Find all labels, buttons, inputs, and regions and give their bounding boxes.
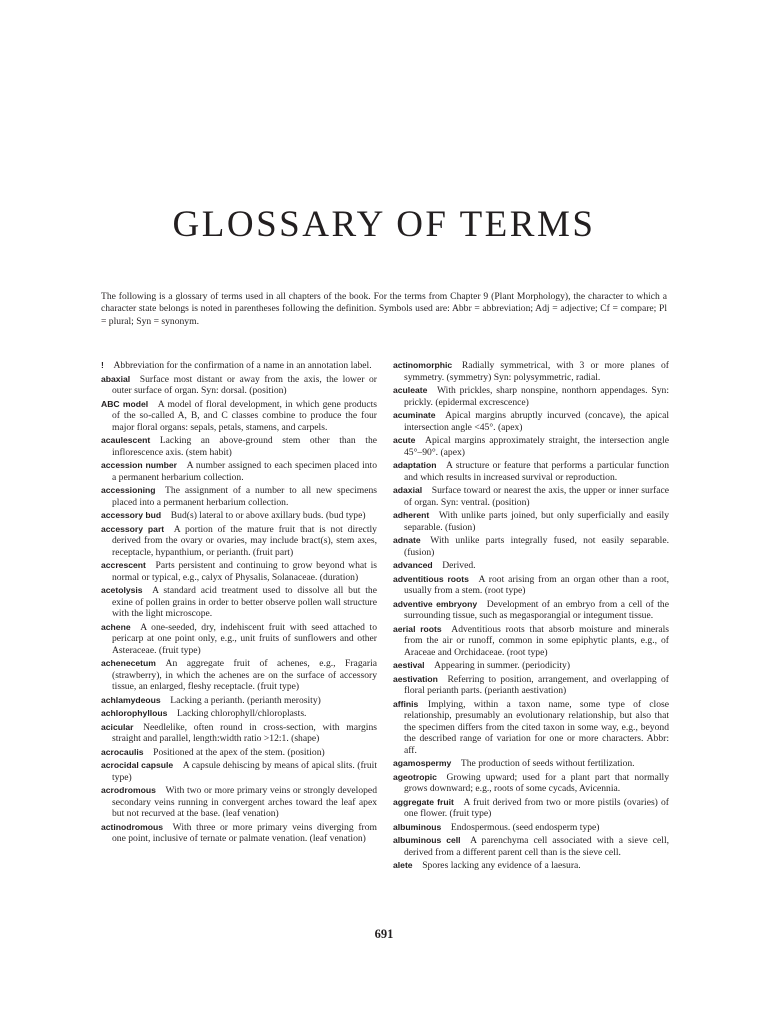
glossary-definition: A parenchyma cell associated with a sieve cell, derived from a different parent cell than is the sieve cell. xyxy=(404,835,670,858)
glossary-definition: With three or more primary veins diverging from one point, inclusive of ternate or palmate venation. (leaf venation) xyxy=(112,821,377,844)
glossary-definition: Lacking a perianth. (perianth merosity) xyxy=(170,694,321,706)
glossary-definition: Apical margins abruptly incurved (concave), the apical intersection angle <45°. (apex) xyxy=(404,410,669,433)
glossary-definition: A root arising from an organ other than a root, usually from a stem. (root type) xyxy=(404,573,669,596)
glossary-term: acrocaulis xyxy=(101,746,144,757)
glossary-entry xyxy=(101,524,377,559)
glossary-entry xyxy=(101,722,377,745)
glossary-column-right xyxy=(393,360,669,872)
glossary-entry xyxy=(393,835,669,858)
glossary-term: achenecetum xyxy=(101,658,156,668)
glossary-entry xyxy=(101,785,377,820)
glossary-definition: With unlike parts joined, but only superficially and easily separable. (fusion) xyxy=(404,510,669,533)
glossary-term: affinis xyxy=(393,698,419,709)
glossary-definition: A portion of the mature fruit that is not directly derived from the ovary or ovaries, may include bract(s), stem axes, receptacle, hypanthium, or perianth. (fruit part) xyxy=(112,523,377,558)
glossary-definition: Adventitious roots that absorb moisture and minerals from the air or runoff, common in some epiphytic plants, e.g., of Araceae and Orchidaceae. (root type) xyxy=(404,623,669,658)
glossary-term: accessory bud xyxy=(101,510,162,520)
glossary-entry xyxy=(101,747,377,759)
glossary-term: accessioning xyxy=(101,485,156,495)
glossary-definition: Needlelike, often round in cross-section, with margins straight and parallel, length:width ratio >12:1. (shape) xyxy=(112,721,377,744)
glossary-definition: Apical margins approximately straight, the intersection angle 45°–90°. (apex) xyxy=(404,435,669,458)
glossary-term: advanced xyxy=(393,560,433,570)
glossary-entry xyxy=(393,599,669,622)
glossary-term: accessory part xyxy=(101,523,165,534)
glossary-definition: The assignment of a number to all new specimens placed into a permanent herbarium collection. xyxy=(112,485,377,508)
glossary-entry xyxy=(101,585,377,620)
glossary-definition: With unlike parts integrally fused, not easily separable. (fusion) xyxy=(404,535,669,558)
glossary-entry xyxy=(393,460,669,483)
glossary-definition: The production of seeds without fertilization. xyxy=(460,758,635,769)
glossary-definition: With two or more primary veins or strongly developed secondary veins running in convergent arches toward the leaf apex but not recurved at the base. (leaf venation) xyxy=(112,785,377,819)
glossary-term: acute xyxy=(393,435,416,445)
glossary-entry xyxy=(393,624,669,659)
glossary-term: adventitious roots xyxy=(393,573,469,584)
glossary-definition: Surface toward or nearest the axis, the upper or inner surface of organ. Syn: ventral. (position) xyxy=(404,485,669,508)
glossary-definition: Parts persistent and continuing to grow beyond what is normal or typical, e.g., calyx of Physalis, Solanaceae. (duration) xyxy=(112,560,377,583)
glossary-term: actinodromous xyxy=(101,821,164,832)
glossary-term: abaxial xyxy=(101,373,131,384)
glossary-definition: Radially symmetrical, with 3 or more planes of symmetry. (symmetry) Syn: polysymmetric, radial. xyxy=(404,360,669,383)
glossary-entry xyxy=(101,560,377,583)
glossary-term: acaulescent xyxy=(101,435,151,445)
glossary-term: achlorophyllous xyxy=(101,708,168,718)
glossary-entry xyxy=(393,510,669,533)
glossary-term: adventive embryony xyxy=(393,598,478,609)
glossary-entry xyxy=(393,758,669,770)
glossary-definition: A capsule dehiscing by means of apical slits. (fruit type) xyxy=(112,760,377,783)
glossary-term: acetolysis xyxy=(101,585,143,595)
glossary-entry xyxy=(393,860,669,872)
glossary-term: achlamydeous xyxy=(101,694,161,705)
glossary-definition: A fruit derived from two or more pistils (ovaries) of one flower. (fruit type) xyxy=(404,796,669,819)
glossary-term: aerial roots xyxy=(393,623,442,634)
glossary-definition: Lacking chlorophyll/chloroplasts. xyxy=(176,708,307,719)
glossary-entry xyxy=(101,822,377,845)
glossary-entry xyxy=(393,385,669,408)
page-title: GLOSSARY OF TERMS xyxy=(172,204,596,245)
glossary-column-left xyxy=(101,360,377,845)
glossary-definition: A standard acid treatment used to dissolve all but the exine of pollen grains in order to better observe pollen wall structure with the light microscope. xyxy=(112,585,377,619)
page-number: 691 xyxy=(374,927,394,941)
glossary-entry xyxy=(101,510,377,522)
glossary-definition: Derived. xyxy=(442,560,476,571)
glossary-term: ageotropic xyxy=(393,771,437,782)
glossary-entry xyxy=(393,660,669,672)
glossary-entry xyxy=(393,410,669,433)
glossary-term: aestivation xyxy=(393,673,438,684)
glossary-entry xyxy=(393,674,669,697)
glossary-term: actinomorphic xyxy=(393,360,453,370)
glossary-term: aggregate fruit xyxy=(393,796,454,807)
glossary-term: acuminate xyxy=(393,410,436,420)
glossary-entry xyxy=(101,622,377,657)
glossary-entry xyxy=(393,699,669,757)
glossary-term: adaptation xyxy=(393,460,437,470)
glossary-term: accrescent xyxy=(101,560,146,570)
glossary-entry xyxy=(101,360,377,372)
glossary-term: adaxial xyxy=(393,485,423,495)
glossary-entry xyxy=(393,535,669,558)
glossary-entry xyxy=(393,574,669,597)
glossary-definition: Referring to position, arrangement, and overlapping of floral perianth parts. (perianth aestivation) xyxy=(404,673,669,696)
glossary-term: acrodromous xyxy=(101,785,156,795)
glossary-term: aestival xyxy=(393,660,425,670)
glossary-definition: A structure or feature that performs a particular function and which results in increased survival or reproduction. xyxy=(404,460,669,483)
glossary-term: alete xyxy=(393,860,413,870)
glossary-term: albuminous xyxy=(393,821,442,832)
glossary-definition: Endospermous. (seed endosperm type) xyxy=(450,821,600,833)
glossary-term: aculeate xyxy=(393,385,428,395)
glossary-term: achene xyxy=(101,621,131,632)
glossary-entry xyxy=(101,658,377,693)
glossary-entry xyxy=(101,399,377,434)
glossary-definition: Development of an embryo from a cell of the surrounding tissue, such as megasporangial or integument tissue. xyxy=(404,598,669,621)
glossary-entry xyxy=(101,760,377,783)
glossary-definition: A model of floral development, in which gene products of the so-called A, B, and C classes combine to produce the four major floral organs: sepals, petals, stamens, and carpels. xyxy=(112,398,377,433)
glossary-term: adherent xyxy=(393,510,430,520)
glossary-entry xyxy=(393,485,669,508)
glossary-entry xyxy=(101,695,377,707)
glossary-definition: Abbreviation for the confirmation of a name in an annotation label. xyxy=(113,360,372,371)
glossary-term: albuminous cell xyxy=(393,835,461,845)
glossary-term: accession number xyxy=(101,460,177,470)
glossary-term: ! xyxy=(101,360,104,370)
glossary-entry xyxy=(393,560,669,572)
glossary-entry xyxy=(393,435,669,458)
glossary-term: acicular xyxy=(101,721,134,732)
glossary-entry xyxy=(393,360,669,383)
glossary-definition: A one-seeded, dry, indehiscent fruit with seed attached to pericarp at one point only, e.g., unit fruits of sunflowers and other Asteraceae. (fruit type) xyxy=(112,621,377,656)
glossary-definition: Bud(s) lateral to or above axillary buds. (bud type) xyxy=(170,510,366,521)
glossary-definition: Appearing in summer. (periodicity) xyxy=(434,660,571,671)
glossary-definition: Positioned at the apex of the stem. (position) xyxy=(153,746,325,758)
glossary-entry xyxy=(101,460,377,483)
glossary-definition: A number assigned to each specimen placed into a permanent herbarium collection. xyxy=(112,460,377,483)
glossary-entry xyxy=(101,485,377,508)
glossary-entry xyxy=(393,772,669,795)
glossary-entry xyxy=(101,374,377,397)
glossary-definition: Implying, within a taxon name, some type of close relationship, presumably an evolutionary relationship, but also that the specimen differs from the cited taxon in some way, e.g., beyond the described range of variation for one or more characters. Abbr: aff. xyxy=(404,698,669,756)
glossary-definition: Lacking an above-ground stem other than the inflorescence axis. (stem habit) xyxy=(112,435,377,458)
glossary-definition: With prickles, sharp nonspine, nonthorn appendages. Syn: prickly. (epidermal excrescence) xyxy=(404,385,669,408)
glossary-definition: An aggregate fruit of achenes, e.g., Fragaria (strawberry), in which the achenes are on the surface of accessory tissue, an enlarged, fleshy receptacle. (fruit type) xyxy=(112,658,377,692)
intro-paragraph: The following is a glossary of terms used in all chapters of the book. For the terms from Chapter 9 (Plant Morphology), the character to which a character state belongs is noted in parentheses following the definition. Symbols used are: Abbr = abbreviation; Adj = adjective; Cf = compare; Pl = plural; Syn = synonym. xyxy=(101,291,667,327)
glossary-definition: Spores lacking any evidence of a laesura. xyxy=(422,860,581,871)
glossary-entry xyxy=(101,435,377,458)
glossary-term: ABC model xyxy=(101,398,149,409)
glossary-term: adnate xyxy=(393,535,421,545)
glossary-term: acrocidal capsule xyxy=(101,760,174,770)
glossary-definition: Surface most distant or away from the axis, the lower or outer surface of organ. Syn: dorsal. (position) xyxy=(112,373,377,396)
glossary-entry xyxy=(101,708,377,720)
glossary-entry xyxy=(393,797,669,820)
glossary-definition: Growing upward; used for a plant part that normally grows downward; e.g., roots of some cycads, Avicennia. xyxy=(404,771,669,794)
glossary-term: agamospermy xyxy=(393,758,452,768)
glossary-entry xyxy=(393,822,669,834)
